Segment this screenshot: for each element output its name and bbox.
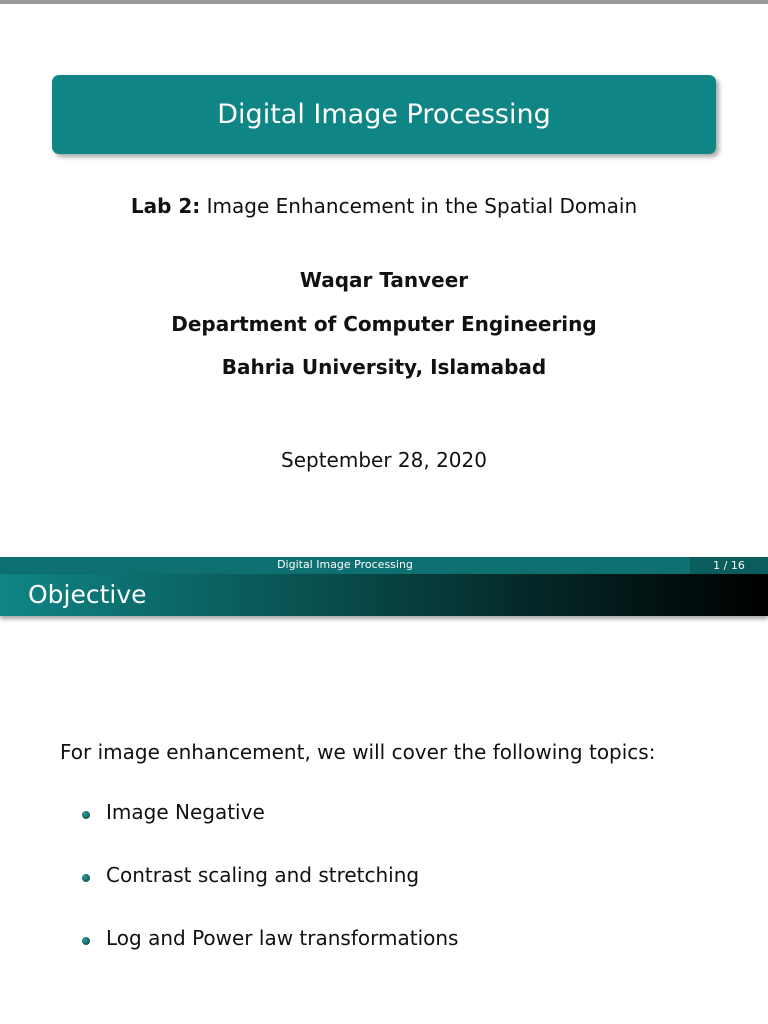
list-item [82,926,458,989]
university-name: Bahria University, Islamabad [221,355,547,379]
list-item-text: Contrast scaling and stretching [106,863,420,887]
list-item-text: Log and Power law transformations [106,926,459,950]
lab-label: Lab 2: [130,194,201,218]
bullet-icon [82,811,90,819]
frame-title: Objective [28,580,147,609]
presentation-title: Digital Image Processing [217,99,551,130]
lab-text: Image Enhancement in the Spatial Domain [206,194,638,218]
topic-list [82,800,458,989]
department-name: Department of Computer Engineering [171,312,597,336]
author-name: Waqar Tanveer [299,268,469,292]
lab-subtitle [0,194,768,218]
list-item [82,800,458,863]
presentation-title-box [52,75,716,154]
slide-footer [0,557,768,574]
bullet-icon [82,937,90,945]
intro-text: For image enhancement, we will cover the following topics: [60,740,656,764]
frame-title-bar [0,574,768,616]
list-item-text: Image Negative [106,800,265,824]
title-slide [0,4,768,557]
page-number: 1 / 16 [690,557,768,574]
bullet-icon [82,874,90,882]
presentation-date: September 28, 2020 [281,448,487,472]
footer-title: Digital Image Processing [277,558,413,571]
list-item [82,863,458,926]
